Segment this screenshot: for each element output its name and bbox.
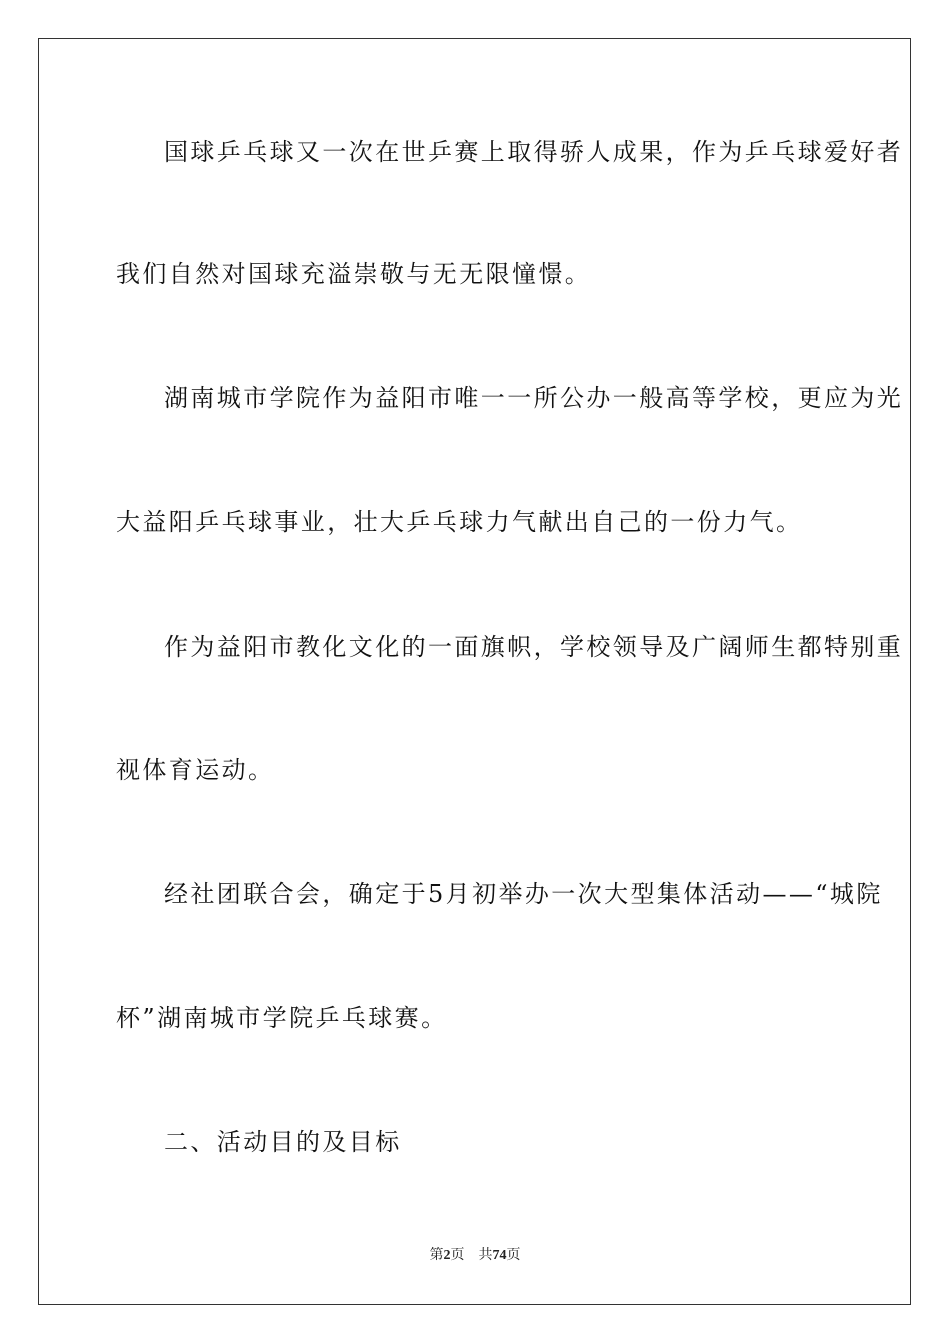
paragraph-1-line-2: 我们自然对国球充溢崇敬与无无限憧憬。 (116, 260, 592, 288)
page-frame (38, 38, 911, 1305)
page-footer (0, 1247, 950, 1265)
footer-total-pages: 74 (492, 1248, 507, 1263)
footer-page-prefix: 第 (429, 1248, 444, 1263)
paragraph-2-line-1: 湖南城市学院作为益阳市唯一一所公办一般高等学校，更应为光 (164, 384, 904, 412)
paragraph-1-line-1: 国球乒乓球又一次在世乒赛上取得骄人成果，作为乒乓球爱好者 (164, 138, 904, 166)
paragraph-4-line-1: 经社团联合会，确定于5月初举办一次大型集体活动——“城院 (164, 880, 883, 908)
paragraph-3-line-2: 视体育运动。 (116, 756, 275, 784)
footer-page-number: 2 (443, 1248, 451, 1263)
paragraph-3-line-1: 作为益阳市教化文化的一面旗帜，学校领导及广阔师生都特别重 (164, 633, 904, 661)
footer-total-prefix: 共 (478, 1248, 493, 1263)
paragraph-2-line-2: 大益阳乒乓球事业，壮大乒乓球力气献出自己的一份力气。 (116, 508, 803, 536)
section-heading: 二、活动目的及目标 (164, 1128, 402, 1156)
paragraph-4-line-2: 杯”湖南城市学院乒乓球赛。 (116, 1004, 448, 1032)
footer-page-suffix: 页 (450, 1248, 465, 1263)
footer-total-suffix: 页 (506, 1248, 521, 1263)
